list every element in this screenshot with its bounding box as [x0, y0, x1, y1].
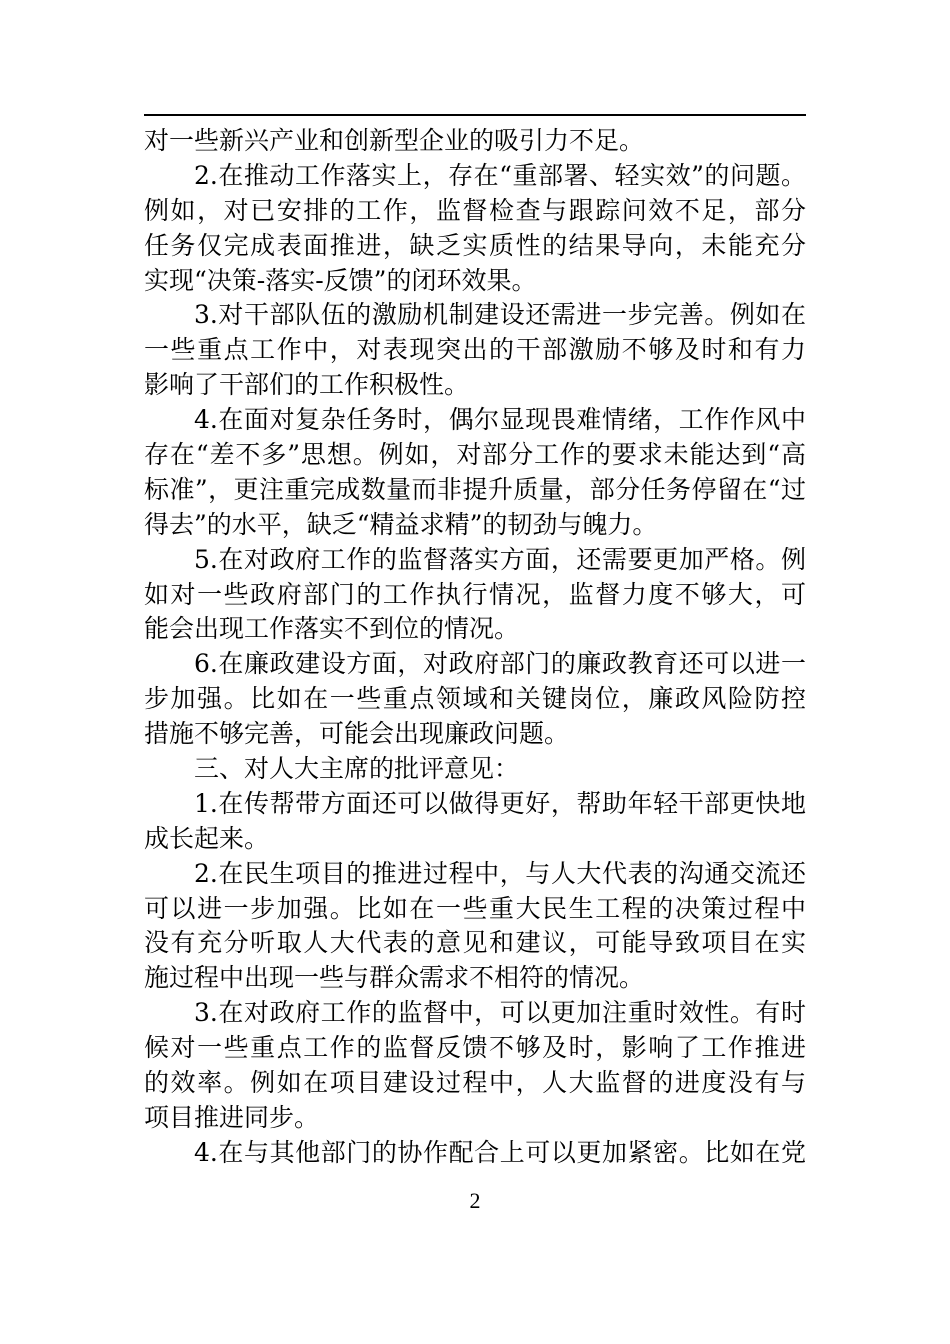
text-line: 6.在廉政建设方面，对政府部门的廉政教育还可以进一 — [194, 649, 806, 679]
text-line: 能会出现工作落实不到位的情况。 — [144, 614, 520, 644]
text-line: 3.在对政府工作的监督中，可以更加注重时效性。有时 — [194, 998, 806, 1028]
text-line: 3.对干部队伍的激励机制建设还需进一步完善。例如在 — [194, 300, 806, 330]
section-heading: 三、对人大主席的批评意见： — [194, 754, 520, 784]
text-line: 标准”，更注重完成数量而非提升质量，部分任务停留在“过 — [144, 474, 806, 504]
text-line: 5.在对政府工作的监督落实方面，还需要更加严格。例 — [194, 544, 806, 574]
header-rule — [144, 114, 806, 116]
text-line: 可以进一步加强。比如在一些重大民生工程的决策过程中 — [144, 893, 806, 923]
text-line: 4.在与其他部门的协作配合上可以更加紧密。比如在党 — [194, 1137, 806, 1167]
text-line: 步加强。比如在一些重点领域和关键岗位，廉政风险防控 — [144, 684, 806, 714]
text-line: 如对一些政府部门的工作执行情况，监督力度不够大，可 — [144, 579, 806, 609]
text-line: 得去”的水平，缺乏“精益求精”的韧劲与魄力。 — [144, 509, 658, 539]
text-line: 对一些新兴产业和创新型企业的吸引力不足。 — [144, 126, 645, 155]
document-body — [144, 124, 806, 1171]
text-line: 实现“决策-落实-反馈”的闭环效果。 — [144, 265, 537, 295]
text-line: 2.在推动工作落实上，存在“重部署、轻实效”的问题。 — [194, 160, 806, 190]
text-line: 例如，对已安排的工作，监督检查与跟踪问效不足，部分 — [144, 195, 806, 225]
text-line: 措施不够完善，可能会出现廉政问题。 — [144, 719, 570, 749]
text-line: 的效率。例如在项目建设过程中，人大监督的进度没有与 — [144, 1068, 806, 1098]
text-line: 2.在民生项目的推进过程中，与人大代表的沟通交流还 — [194, 858, 806, 888]
text-line: 项目推进同步。 — [144, 1102, 320, 1132]
text-line: 1.在传帮带方面还可以做得更好，帮助年轻干部更快地 — [194, 788, 806, 818]
page-number: 2 — [469, 1188, 481, 1213]
text-line: 一些重点工作中，对表现突出的干部激励不够及时和有力 — [144, 335, 806, 365]
text-line: 施过程中出现一些与群众需求不相符的情况。 — [144, 963, 645, 993]
text-line: 4.在面对复杂任务时，偶尔显现畏难情绪，工作作风中 — [194, 405, 806, 435]
text-line: 成长起来。 — [144, 823, 270, 853]
text-line: 影响了干部们的工作积极性。 — [144, 370, 470, 400]
text-line: 候对一些重点工作的监督反馈不够及时，影响了工作推进 — [144, 1033, 806, 1063]
text-line: 没有充分听取人大代表的意见和建议，可能导致项目在实 — [144, 928, 806, 958]
text-line: 存在“差不多”思想。例如，对部分工作的要求未能达到“高 — [144, 440, 806, 470]
text-line: 任务仅完成表面推进，缺乏实质性的结果导向，未能充分 — [144, 230, 806, 260]
